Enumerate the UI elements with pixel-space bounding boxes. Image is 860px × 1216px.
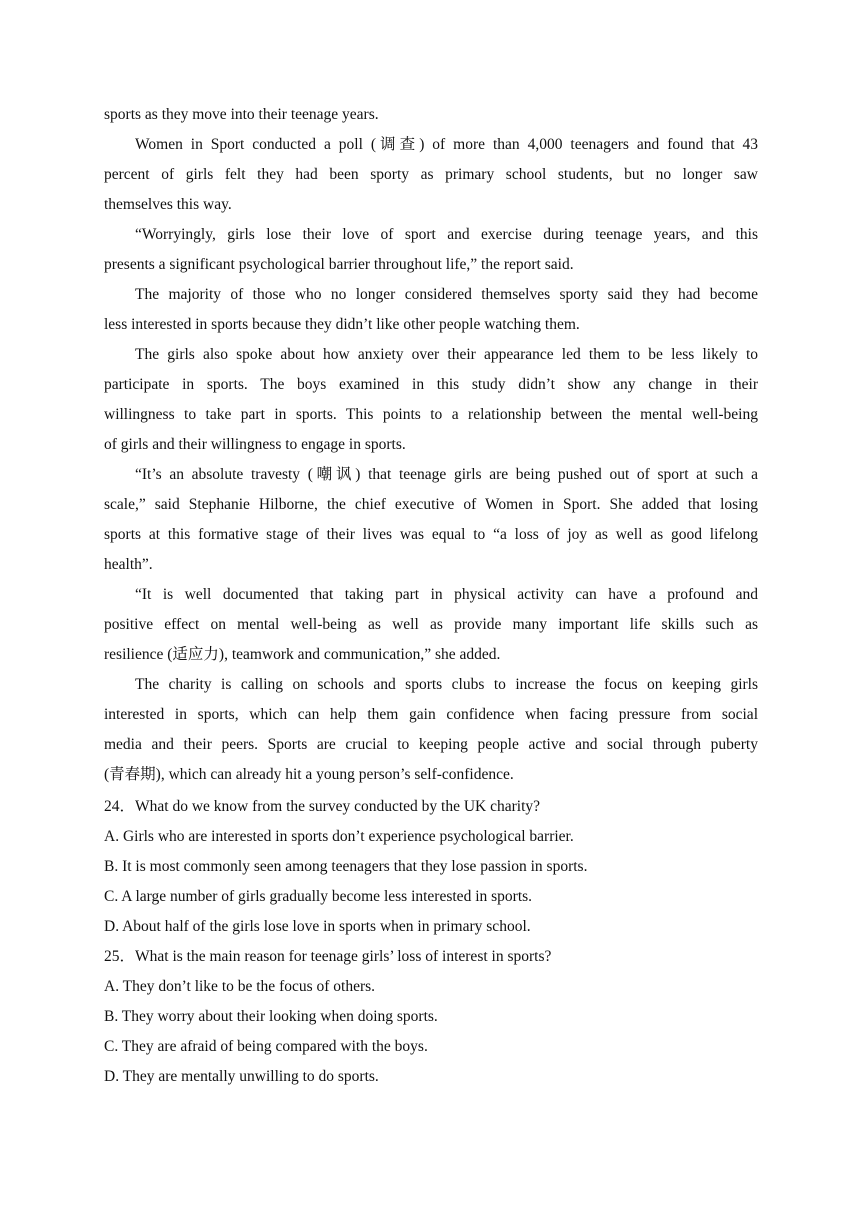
paragraph-5: [104, 460, 758, 580]
option-a: A. They don’t like to be the focus of others.: [104, 978, 376, 995]
text-line: The charity is calling on schools and sports clubs to increase the focus on keeping girls: [135, 676, 758, 693]
option-c: C. A large number of girls gradually become less interested in sports.: [104, 888, 533, 905]
text-line: sports at this formative stage of their lives was equal to “a loss of joy as well as good lifelong: [104, 526, 758, 543]
text-line: of girls and their willingness to engage in sports.: [104, 436, 406, 453]
text-line: scale,” said Stephanie Hilborne, the chief executive of Women in Sport. She added that losing: [104, 496, 758, 513]
paragraph-0: [104, 100, 758, 130]
option-b: B. They worry about their looking when doing sports.: [104, 1008, 438, 1025]
paragraph-2: [104, 220, 758, 280]
text-line: (青春期), which can already hit a young person’s self-confidence.: [104, 766, 514, 783]
text-line: The majority of those who no longer considered themselves sporty said they had become: [135, 286, 758, 303]
question-25: [104, 942, 758, 1092]
text-line: percent of girls felt they had been sporty as primary school students, but no longer saw: [104, 166, 758, 183]
question-stem: 25．What is the main reason for teenage girls’ loss of interest in sports?: [104, 948, 552, 965]
text-line: positive effect on mental well-being as well as provide many important life skills such as: [104, 616, 758, 633]
question-stem: 24．What do we know from the survey conducted by the UK charity?: [104, 798, 541, 815]
text-line: “Worryingly, girls lose their love of sport and exercise during teenage years, and this: [135, 226, 758, 243]
text-line: willingness to take part in sports. This points to a relationship between the mental well-being: [104, 406, 758, 423]
document-page: [104, 100, 758, 1092]
paragraph-1: [104, 130, 758, 220]
text-line: interested in sports, which can help them gain confidence when facing pressure from social: [104, 706, 758, 723]
text-line: sports as they move into their teenage years.: [104, 106, 379, 123]
text-line: Women in Sport conducted a poll (调查) of more than 4,000 teenagers and found that 43: [135, 136, 758, 153]
paragraph-4: [104, 340, 758, 460]
text-line: less interested in sports because they didn’t like other people watching them.: [104, 316, 580, 333]
text-line: “It’s an absolute travesty (嘲讽) that teenage girls are being pushed out of sport at such a: [135, 466, 758, 483]
paragraph-7: [104, 670, 758, 790]
option-d: D. They are mentally unwilling to do sports.: [104, 1068, 379, 1085]
text-line: themselves this way.: [104, 196, 232, 213]
option-a: A. Girls who are interested in sports don’t experience psychological barrier.: [104, 828, 574, 845]
text-line: presents a significant psychological barrier throughout life,” the report said.: [104, 256, 574, 273]
paragraph-3: [104, 280, 758, 340]
text-line: participate in sports. The boys examined in this study didn’t show any change in their: [104, 376, 758, 393]
option-b: B. It is most commonly seen among teenagers that they lose passion in sports.: [104, 858, 588, 875]
option-d: D. About half of the girls lose love in sports when in primary school.: [104, 918, 531, 935]
text-line: “It is well documented that taking part in physical activity can have a profound and: [135, 586, 758, 603]
text-line: resilience (适应力), teamwork and communication,” she added.: [104, 646, 501, 663]
text-line: media and their peers. Sports are crucial to keeping people active and social through puberty: [104, 736, 758, 753]
paragraph-6: [104, 580, 758, 670]
option-c: C. They are afraid of being compared with the boys.: [104, 1038, 428, 1055]
text-line: health”.: [104, 556, 153, 573]
text-line: The girls also spoke about how anxiety over their appearance led them to be less likely to: [135, 346, 758, 363]
question-24: [104, 792, 758, 942]
